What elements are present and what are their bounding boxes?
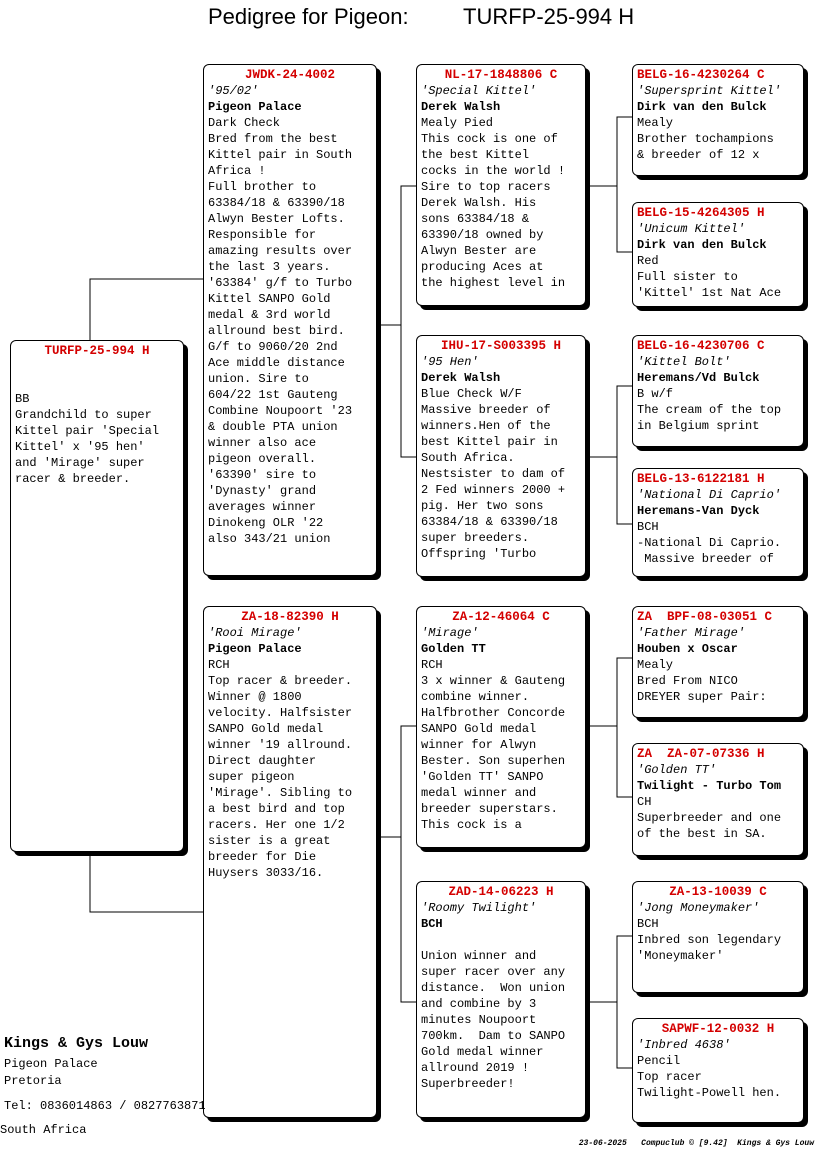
sire-sire-sire-line: Brother tochampions — [637, 132, 774, 146]
dam-dam-sire-line: 'Moneymaker' — [637, 949, 724, 963]
sire-sire-dam-owner: Dirk van den Bulck — [637, 238, 767, 252]
dam-line: super pigeon — [208, 770, 295, 784]
dam-dam-line: super racer over any — [421, 965, 566, 979]
sire-dam-dam-line: Massive breeder of — [637, 552, 774, 566]
dam-card[interactable] — [203, 606, 377, 1118]
dam-line: racers. Her one 1/2 — [208, 818, 345, 832]
sire-dam-line: pig. Her two sons — [421, 499, 544, 513]
sire-sire-name: 'Special Kittel' — [421, 84, 537, 98]
dam-line: sister is a great — [208, 834, 331, 848]
sire-dam-owner: Derek Walsh — [421, 371, 501, 385]
dam-sire-sire-ring: ZA BPF-08-03051 C — [637, 610, 773, 624]
dam-sire-line: combine winner. — [421, 690, 530, 704]
sire-line: the last 3 years. — [208, 260, 331, 274]
sire-sire-sire-ring: BELG-16-4230264 C — [637, 68, 765, 82]
sire-dam-sire-owner: Heremans/Vd Bulck — [637, 371, 760, 385]
sire-sire-owner: Derek Walsh — [421, 100, 501, 114]
dam-sire-sire-owner: Houben x Oscar — [637, 642, 738, 656]
dam-dam-name: 'Roomy Twilight' — [421, 901, 537, 915]
sire-sire-line: the best Kittel — [421, 148, 530, 162]
sire-dam-sire-line: B w/f — [637, 387, 674, 401]
sire-sire-dam-ring: BELG-15-4264305 H — [637, 206, 765, 220]
dam-sire-line: RCH — [421, 658, 443, 672]
sire-sire-sire-owner: Dirk van den Bulck — [637, 100, 767, 114]
sire-card[interactable] — [203, 64, 377, 576]
sire-sire-ring: NL-17-1848806 C — [444, 68, 558, 82]
dam-line: Top racer & breeder. — [208, 674, 353, 688]
dam-dam-ring: ZAD-14-06223 H — [448, 885, 554, 899]
sire-sire-dam-card[interactable] — [632, 202, 804, 307]
sire-dam-dam-owner: Heremans-Van Dyck — [637, 504, 760, 518]
dam-dam-line: allround 2019 ! — [421, 1061, 530, 1075]
dam-sire-line: winner for Alwyn — [421, 738, 537, 752]
dam-sire-dam-line: CH — [637, 795, 652, 809]
sire-sire-dam-line: Full sister to — [637, 270, 738, 284]
sire-line: allround best bird. — [208, 324, 345, 338]
dam-sire-line: 3 x winner & Gauteng — [421, 674, 566, 688]
sire-line: & double PTA union — [208, 420, 338, 434]
dam-sire-line: This cock is a — [421, 818, 522, 832]
dam-dam-dam-line: Top racer — [637, 1070, 702, 1084]
sire-dam-line: Massive breeder of — [421, 403, 551, 417]
sire-line: averages winner — [208, 500, 317, 514]
dam-sire-dam-ring: ZA ZA-07-07336 H — [637, 747, 765, 761]
dam-dam-dam-line: Pencil — [637, 1054, 681, 1068]
dam-sire-line: Halfbrother Concorde — [421, 706, 566, 720]
dam-dam-dam-name: 'Inbred 4638' — [637, 1038, 731, 1052]
dam-sire-ring: ZA-12-46064 C — [452, 610, 550, 624]
sire-dam-dam-line: -National Di Caprio. — [637, 536, 782, 550]
sire-owner: Pigeon Palace — [208, 100, 302, 114]
sire-dam-dam-line: BCH — [637, 520, 659, 534]
dam-line: 'Mirage'. Sibling to — [208, 786, 353, 800]
sire-sire-line: 63390/18 owned by — [421, 228, 544, 242]
dam-sire-sire-line: Bred From NICO — [637, 674, 738, 688]
sire-dam-line: Blue Check W/F — [421, 387, 522, 401]
sire-line: Responsible for — [208, 228, 317, 242]
sire-dam-dam-card[interactable] — [632, 468, 804, 577]
sire-line: 'Dynasty' grand — [208, 484, 317, 498]
breeder-loft: Pigeon Palace — [4, 1057, 98, 1071]
sire-sire-dam-name: 'Unicum Kittel' — [637, 222, 746, 236]
dam-sire-sire-name: 'Father Mirage' — [637, 626, 746, 640]
sire-sire-line: producing Aces at — [421, 260, 544, 274]
dam-dam-line — [421, 932, 581, 948]
dam-dam-line: Superbreeder! — [421, 1077, 515, 1091]
sire-dam-line: best Kittel pair in — [421, 435, 558, 449]
dam-line: Direct daughter — [208, 754, 317, 768]
dam-dam-line: Gold medal winner — [421, 1045, 544, 1059]
sire-sire-line: sons 63384/18 & — [421, 212, 530, 226]
sire-sire-line: Mealy Pied — [421, 116, 494, 130]
sire-line: winner also ace — [208, 436, 317, 450]
subject-details — [15, 359, 179, 487]
dam-sire-dam-line: Superbreeder and one — [637, 811, 782, 825]
dam-line: Huysers 3033/16. — [208, 866, 324, 880]
sire-line: Bred from the best — [208, 132, 338, 146]
sire-sire-line: the highest level in — [421, 276, 566, 290]
sire-dam-dam-name: 'National Di Caprio' — [637, 488, 782, 502]
sire-sire-line: Derek Walsh. His — [421, 196, 537, 210]
dam-sire-sire-line: Mealy — [637, 658, 674, 672]
breeder-country: South Africa — [0, 1123, 87, 1137]
sire-line: Full brother to — [208, 180, 317, 194]
dam-dam-dam-ring: SAPWF-12-0032 H — [661, 1022, 775, 1036]
sire-sire-card[interactable] — [416, 64, 586, 306]
dam-dam-sire-ring: ZA-13-10039 C — [669, 885, 767, 899]
sire-dam-sire-name: 'Kittel Bolt' — [637, 355, 731, 369]
sire-sire-line: Alwyn Bester are — [421, 244, 537, 258]
subject-card[interactable] — [10, 340, 184, 852]
subject-line — [15, 375, 179, 391]
sire-dam-sire-card[interactable] — [632, 335, 804, 447]
subject-line: and 'Mirage' super — [15, 456, 145, 470]
subject-line: Kittel' x '95 hen' — [15, 440, 145, 454]
subject-line: Grandchild to super — [15, 408, 152, 422]
dam-sire-line: 'Golden TT' SANPO — [421, 770, 544, 784]
dam-dam-card[interactable] — [416, 881, 586, 1118]
subject-line: Kittel pair 'Special — [15, 424, 160, 438]
breeder-city: Pretoria — [4, 1074, 62, 1088]
sire-dam-ring: IHU-17-S003395 H — [440, 339, 562, 353]
dam-dam-dam-card[interactable] — [632, 1018, 804, 1123]
dam-dam-sire-line: Inbred son legendary — [637, 933, 782, 947]
dam-sire-owner: Golden TT — [421, 642, 486, 656]
sire-sire-sire-card[interactable] — [632, 64, 804, 176]
sire-dam-card[interactable] — [416, 335, 586, 577]
sire-line: Kittel SANPO Gold — [208, 292, 331, 306]
footer-credit: 23-06-2025 Compuclub © [9.42] Kings & Gys Louw — [578, 1139, 814, 1148]
dam-sire-sire-card[interactable] — [632, 606, 804, 718]
dam-line: a best bird and top — [208, 802, 345, 816]
subject-line: racer & breeder. — [15, 472, 131, 486]
sire-sire-sire-name: 'Supersprint Kittel' — [637, 84, 782, 98]
sire-sire-sire-line: & breeder of 12 x — [637, 148, 760, 162]
title-ring: TURFP-25-994 H — [463, 4, 635, 29]
dam-sire-card[interactable] — [416, 606, 586, 848]
sire-sire-sire-line: Mealy — [637, 116, 674, 130]
dam-details — [208, 657, 372, 881]
dam-dam-sire-name: 'Jong Moneymaker' — [637, 901, 760, 915]
sire-dam-line: South Africa. — [421, 451, 515, 465]
dam-line: RCH — [208, 658, 230, 672]
sire-dam-sire-line: The cream of the top — [637, 403, 782, 417]
sire-line: amazing results over — [208, 244, 353, 258]
sire-sire-dam-line: Red — [637, 254, 659, 268]
sire-dam-sire-ring: BELG-16-4230706 C — [637, 339, 765, 353]
title-prefix: Pedigree for Pigeon: — [208, 4, 409, 29]
dam-sire-line: breeder superstars. — [421, 802, 558, 816]
dam-line: breeder for Die — [208, 850, 317, 864]
sire-line: Africa ! — [208, 164, 266, 178]
dam-dam-line: 700km. Dam to SANPO — [421, 1029, 566, 1043]
sire-line: Dinokeng OLR '22 — [208, 516, 324, 530]
dam-name: 'Rooi Mirage' — [208, 626, 302, 640]
sire-name: '95/02' — [208, 84, 259, 98]
sire-line: also 343/21 union — [208, 532, 331, 546]
sire-line: 604/22 1st Gauteng — [208, 388, 338, 402]
sire-ring: JWDK-24-4002 — [244, 68, 335, 82]
dam-sire-sire-line: DREYER super Pair: — [637, 690, 767, 704]
dam-owner: Pigeon Palace — [208, 642, 302, 656]
dam-sire-line: medal winner and — [421, 786, 537, 800]
sire-dam-line: winners.Hen of the — [421, 419, 551, 433]
sire-dam-line: super breeders. — [421, 531, 530, 545]
sire-sire-line: Sire to top racers — [421, 180, 551, 194]
sire-dam-line: 2 Fed winners 2000 + — [421, 483, 566, 497]
dam-dam-sire-card[interactable] — [632, 881, 804, 993]
sire-line: pigeon overall. — [208, 452, 317, 466]
dam-line: SANPO Gold medal — [208, 722, 324, 736]
dam-dam-dam-line: Twilight-Powell hen. — [637, 1086, 782, 1100]
dam-sire-dam-owner: Twilight - Turbo Tom — [637, 779, 782, 793]
sire-details — [208, 115, 372, 547]
breeder-phone: Tel: 0836014863 / 0827763871 — [4, 1099, 206, 1113]
sire-dam-line: 63384/18 & 63390/18 — [421, 515, 558, 529]
sire-dam-line: Offspring 'Turbo — [421, 547, 537, 561]
dam-line: winner '19 allround. — [208, 738, 353, 752]
sire-line: G/f to 9060/20 2nd — [208, 340, 338, 354]
sire-line: Combine Noupoort '23 — [208, 404, 353, 418]
dam-sire-name: 'Mirage' — [421, 626, 479, 640]
sire-line: Dark Check — [208, 116, 281, 130]
dam-line: Winner @ 1800 — [208, 690, 302, 704]
subject-ring: TURFP-25-994 H — [44, 344, 150, 358]
subject-line: BB — [15, 392, 30, 406]
dam-sire-dam-line: of the best in SA. — [637, 827, 767, 841]
sire-line: Alwyn Bester Lofts. — [208, 212, 345, 226]
sire-line: '63384' g/f to Turbo — [208, 276, 353, 290]
sire-dam-name: '95 Hen' — [421, 355, 479, 369]
sire-dam-dam-ring: BELG-13-6122181 H — [637, 472, 765, 486]
dam-sire-dam-card[interactable] — [632, 743, 804, 856]
dam-line: velocity. Halfsister — [208, 706, 353, 720]
sire-sire-line: cocks in the world ! — [421, 164, 566, 178]
dam-sire-line: SANPO Gold medal — [421, 722, 537, 736]
sire-line: union. Sire to — [208, 372, 309, 386]
dam-dam-line: minutes Noupoort — [421, 1013, 537, 1027]
dam-sire-line: Bester. Son superhen — [421, 754, 566, 768]
subject-line — [15, 359, 179, 375]
sire-line: Ace middle distance — [208, 356, 345, 370]
dam-dam-owner: BCH — [421, 917, 443, 931]
sire-dam-sire-line: in Belgium sprint — [637, 419, 760, 433]
sire-line: 63384/18 & 63390/18 — [208, 196, 345, 210]
sire-line: medal & 3rd world — [208, 308, 331, 322]
dam-dam-line: and combine by 3 — [421, 997, 537, 1011]
dam-dam-sire-line: BCH — [637, 917, 659, 931]
sire-sire-dam-line: 'Kittel' 1st Nat Ace — [637, 286, 782, 300]
dam-dam-line: distance. Won union — [421, 981, 566, 995]
sire-dam-line: Nestsister to dam of — [421, 467, 566, 481]
dam-ring: ZA-18-82390 H — [241, 610, 339, 624]
sire-line: Kittel pair in South — [208, 148, 353, 162]
sire-sire-line: This cock is one of — [421, 132, 558, 146]
dam-dam-line: Union winner and — [421, 949, 537, 963]
breeder-info — [4, 1034, 206, 1115]
dam-sire-dam-name: 'Golden TT' — [637, 763, 717, 777]
breeder-name: Kings & Gys Louw — [4, 1035, 149, 1052]
sire-line: '63390' sire to — [208, 468, 317, 482]
